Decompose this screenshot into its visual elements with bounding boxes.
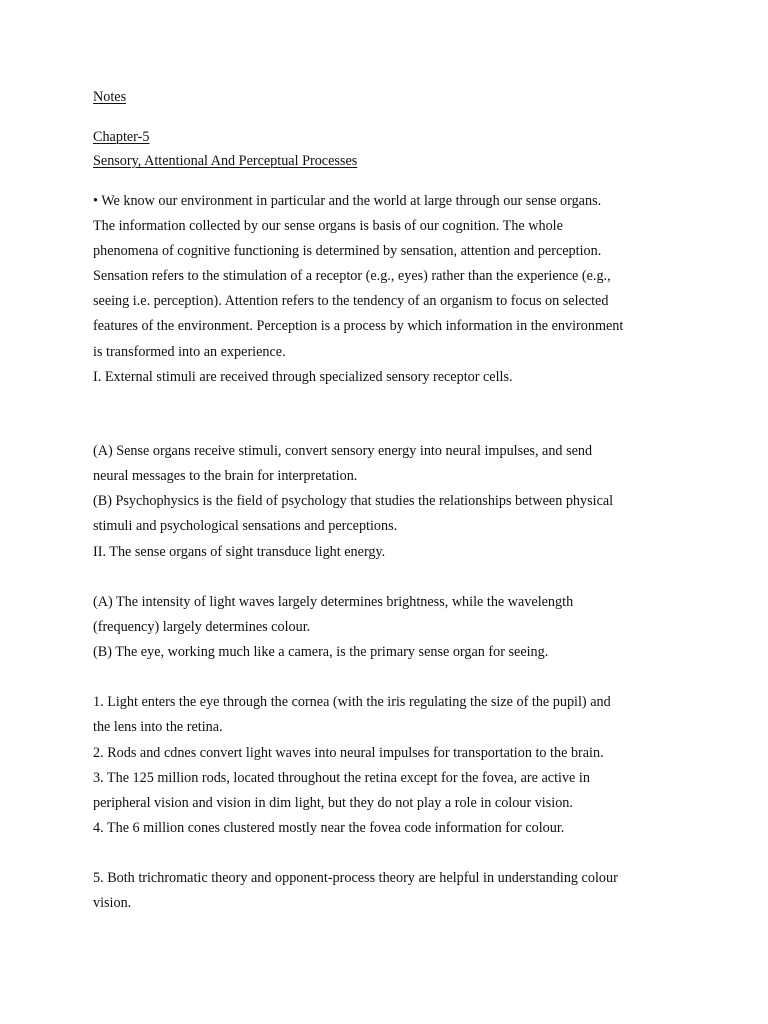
list-item: 5. Both trichromatic theory and opponent-process theory are helpful in understanding colour xyxy=(93,870,618,886)
list-item: vision. xyxy=(93,895,132,911)
list-item: 1. Light enters the eye through the cornea (with the iris regulating the size of the pupil) and xyxy=(93,694,611,710)
notes-heading: Notes xyxy=(93,89,127,105)
paragraph-line: phenomena of cognitive functioning is determined by sensation, attention and perception. xyxy=(93,243,602,259)
list-item: 4. The 6 million cones clustered mostly near the fovea code information for colour. xyxy=(93,820,565,836)
paragraph-line: (A) Sense organs receive stimuli, convert sensory energy into neural impulses, and send xyxy=(93,443,593,459)
chapter-title: Sensory, Attentional And Perceptual Processes xyxy=(93,153,358,169)
paragraph-line: (B) The eye, working much like a camera, is the primary sense organ for seeing. xyxy=(93,644,549,660)
list-item: 2. Rods and cdnes convert light waves into neural impulses for transportation to the brain. xyxy=(93,745,604,761)
paragraph-line: features of the environment. Perception is a process by which information in the environment xyxy=(93,318,624,334)
section-heading: I. External stimuli are received through specialized sensory receptor cells. xyxy=(93,369,513,385)
paragraph-line: seeing i.e. perception). Attention refers to the tendency of an organism to focus on selected xyxy=(93,293,609,309)
list-item: peripheral vision and vision in dim light, but they do not play a role in colour vision. xyxy=(93,795,573,811)
paragraph-line: (B) Psychophysics is the field of psychology that studies the relationships between physical xyxy=(93,493,614,509)
paragraph-line: is transformed into an experience. xyxy=(93,344,286,360)
list-item: 3. The 125 million rods, located throughout the retina except for the fovea, are active in xyxy=(93,770,590,786)
chapter-label: Chapter-5 xyxy=(93,129,150,145)
paragraph-line: (frequency) largely determines colour. xyxy=(93,619,311,635)
paragraph-line: neural messages to the brain for interpretation. xyxy=(93,468,358,484)
list-item: the lens into the retina. xyxy=(93,719,223,735)
paragraph-line: • We know our environment in particular and the world at large through our sense organs. xyxy=(93,193,602,209)
paragraph-line: stimuli and psychological sensations and perceptions. xyxy=(93,518,398,534)
section-heading: II. The sense organs of sight transduce light energy. xyxy=(93,544,386,560)
paragraph-line: The information collected by our sense organs is basis of our cognition. The whole xyxy=(93,218,563,234)
paragraph-line: (A) The intensity of light waves largely determines brightness, while the wavelength xyxy=(93,594,574,610)
paragraph-line: Sensation refers to the stimulation of a receptor (e.g., eyes) rather than the experience (e.g., xyxy=(93,268,611,284)
